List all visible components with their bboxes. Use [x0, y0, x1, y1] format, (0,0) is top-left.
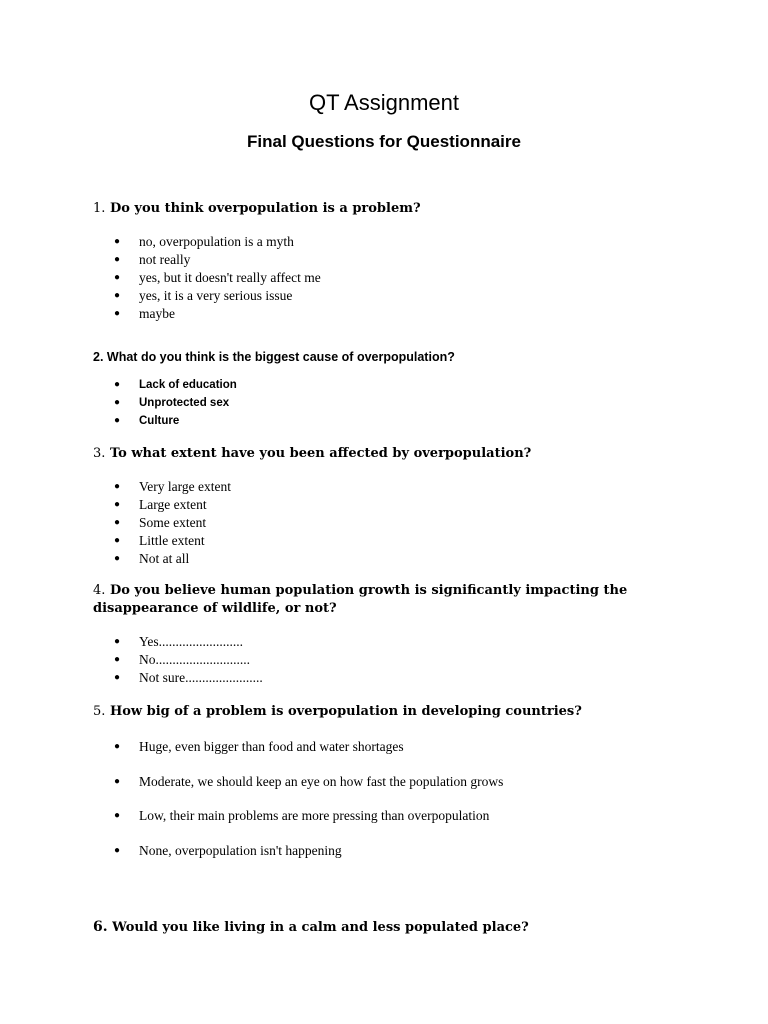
question-text: Do you think overpopulation is a problem? [109, 201, 421, 216]
option-item [93, 376, 237, 394]
option-label: Not at all [139, 551, 190, 566]
bullet-icon: ● [114, 236, 121, 247]
option-item [93, 532, 231, 550]
question-2-options [93, 376, 237, 430]
bullet-icon: ● [114, 397, 121, 408]
option-item [93, 496, 231, 514]
option-label: Not sure....................... [139, 670, 263, 685]
option-label: Unprotected sex [139, 397, 230, 409]
option-item [93, 514, 231, 532]
option-label: Huge, even bigger than food and water shortages [139, 739, 404, 754]
question-1-options [93, 233, 321, 323]
option-item [93, 269, 321, 287]
option-label: Low, their main problems are more pressing than overpopulation [139, 808, 490, 823]
option-item [93, 773, 503, 808]
document-title: QT Assignment [309, 90, 459, 115]
option-label: not really [139, 252, 191, 267]
question-5-options [93, 738, 503, 876]
option-item [93, 633, 263, 651]
bullet-icon: ● [114, 535, 121, 546]
option-label: Culture [139, 415, 180, 427]
option-label: no, overpopulation is a myth [139, 234, 294, 249]
bullet-icon: ● [114, 272, 121, 283]
question-text: What do you think is the biggest cause of overpopulation? [106, 350, 455, 364]
option-item [93, 233, 321, 251]
option-label: None, overpopulation isn't happening [139, 842, 342, 858]
option-label: maybe [139, 306, 175, 321]
bullet-icon: ● [114, 672, 121, 683]
bullet-icon: ● [114, 654, 121, 665]
bullet-icon: ● [114, 499, 121, 510]
option-label: Yes......................... [139, 634, 244, 649]
option-item [93, 287, 321, 305]
bullet-icon: ● [114, 553, 121, 564]
document-subtitle: Final Questions for Questionnaire [247, 132, 521, 151]
option-item [93, 651, 263, 669]
option-label: Little extent [139, 533, 205, 548]
question-4-options [93, 633, 263, 687]
question-number: 4. [93, 583, 106, 598]
bullet-icon: ● [114, 775, 121, 787]
bullet-icon: ● [114, 379, 121, 390]
question-2 [93, 348, 693, 366]
question-text: Do you believe human population growth is significantly impacting the disappearance of wildlife, or not? [93, 583, 628, 616]
option-label: No............................ [139, 652, 250, 667]
question-number: 5. [93, 704, 106, 719]
option-label: Large extent [139, 497, 207, 512]
bullet-icon: ● [114, 810, 121, 821]
option-item [93, 807, 503, 842]
question-3-options [93, 478, 231, 568]
question-4 [93, 582, 693, 618]
option-label: Some extent [139, 515, 207, 530]
bullet-icon: ● [114, 308, 121, 319]
option-item [93, 251, 321, 269]
question-number: 3. [93, 446, 106, 461]
question-number: 6. [93, 919, 108, 935]
bullet-icon: ● [114, 415, 121, 426]
bullet-icon: ● [114, 254, 121, 265]
option-item [93, 738, 503, 773]
option-item [93, 412, 237, 430]
option-item [93, 550, 231, 568]
option-item [93, 394, 237, 412]
bullet-icon: ● [114, 481, 121, 492]
option-item [93, 478, 231, 496]
question-3 [93, 445, 693, 463]
option-label: Lack of education [139, 379, 237, 391]
bullet-icon: ● [114, 636, 121, 647]
option-item [93, 669, 263, 687]
question-text: How big of a problem is overpopulation in developing countries? [109, 704, 582, 719]
option-label: yes, but it doesn't really affect me [139, 270, 321, 285]
option-label: Moderate, we should keep an eye on how fast the population grows [139, 773, 504, 789]
option-label: Very large extent [139, 479, 231, 494]
question-5 [93, 703, 693, 721]
question-text: Would you like living in a calm and less populated place? [112, 920, 529, 935]
question-1 [93, 200, 693, 218]
question-text: To what extent have you been affected by overpopulation? [109, 446, 532, 461]
option-label: yes, it is a very serious issue [139, 288, 293, 303]
option-item [93, 842, 503, 877]
bullet-icon: ● [114, 741, 121, 752]
bullet-icon: ● [114, 844, 121, 856]
question-number: 1. [93, 201, 106, 216]
bullet-icon: ● [114, 290, 121, 301]
option-item [93, 305, 321, 323]
question-6 [93, 918, 693, 937]
question-number: 2. [93, 350, 104, 364]
bullet-icon: ● [114, 517, 121, 528]
